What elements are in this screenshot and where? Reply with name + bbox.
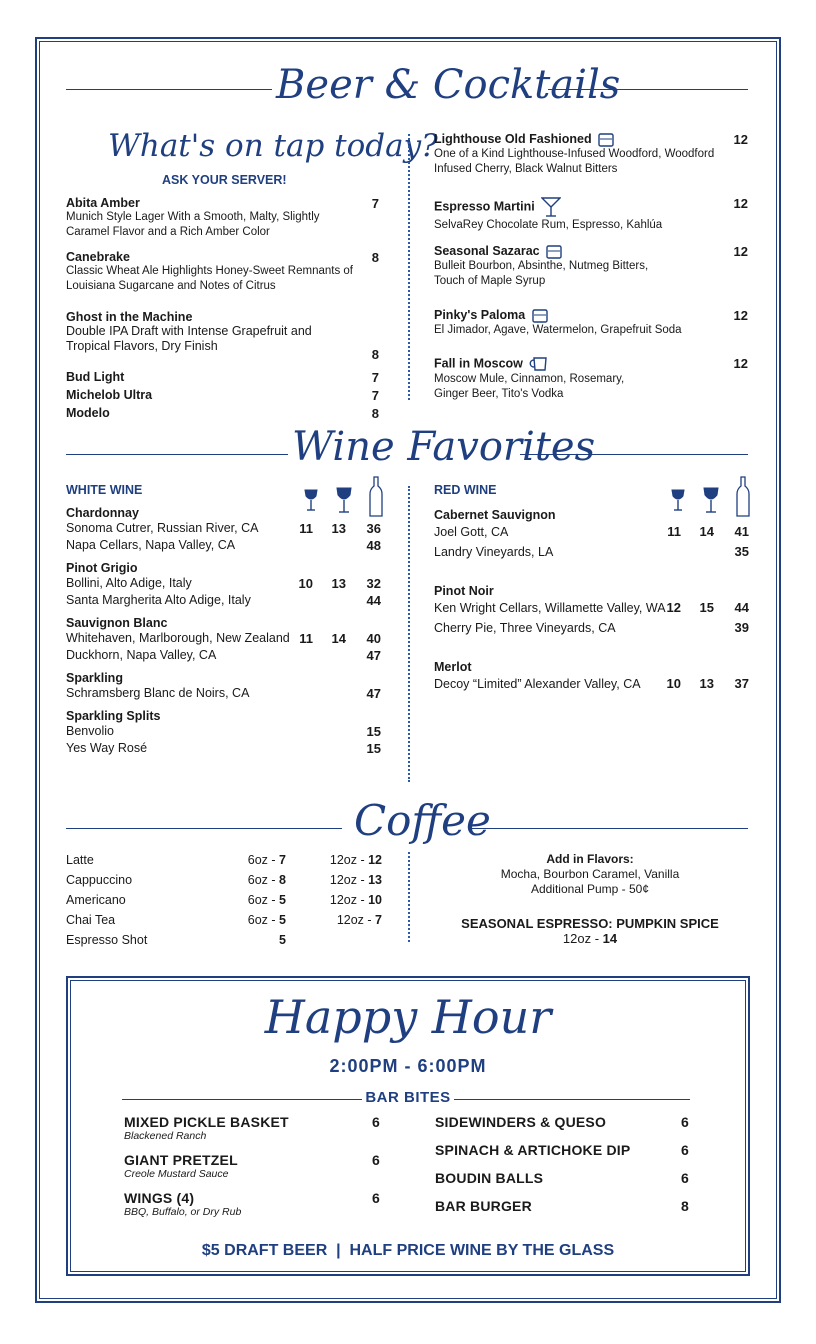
coffee-row — [66, 932, 386, 952]
list-item — [66, 370, 381, 388]
bottle-price: 40 — [366, 631, 381, 646]
divider — [66, 89, 272, 90]
item-price: 12 — [733, 244, 748, 259]
wine-row — [434, 618, 751, 638]
coffee-small-price: 5 — [279, 913, 286, 927]
glass-small-price: 11 — [667, 524, 681, 539]
item-name: Bud Light — [66, 370, 125, 384]
bar-bite-name: WINGS (4) — [124, 1190, 195, 1206]
coffee-large — [324, 912, 382, 928]
item-desc: El Jimador, Agave, Watermelon, Grapefruit Soda — [434, 323, 682, 336]
bar-bite-item — [124, 1152, 382, 1190]
wine-label: Napa Cellars, Napa Valley, CA — [66, 538, 236, 552]
beer-list — [66, 196, 381, 424]
glass-small-price: 10 — [666, 676, 681, 691]
wine-varietal: Sparkling — [66, 671, 123, 685]
martini-glass-icon — [541, 196, 561, 218]
white-wine-title: WHITE WINE — [66, 483, 143, 497]
wine-group — [434, 660, 751, 694]
white-wine-list — [66, 506, 383, 764]
bottle-price: 44 — [366, 593, 381, 608]
coffee-small — [244, 892, 286, 908]
wine-varietal: Pinot Noir — [434, 584, 494, 598]
bar-bites-right — [435, 1114, 691, 1226]
bar-bites-left — [124, 1114, 382, 1228]
item-price: 8 — [371, 406, 379, 421]
wine-row — [434, 542, 751, 562]
bar-bite-item — [435, 1114, 691, 1142]
divider — [548, 89, 748, 90]
coffee-name: Cappuccino — [66, 873, 133, 887]
bar-bite-price: 6 — [681, 1142, 689, 1158]
list-item — [434, 244, 750, 308]
item-name: Ghost in the Machine — [66, 310, 193, 324]
bottle-price: 37 — [734, 676, 749, 691]
wine-group — [66, 506, 383, 554]
bottle-price: 39 — [734, 620, 749, 635]
coffee-small — [244, 872, 286, 888]
bar-bites-title: BAR BITES — [365, 1089, 451, 1106]
bottle-price: 15 — [366, 741, 381, 756]
item-price: 7 — [371, 370, 379, 385]
red-wine-title: RED WINE — [434, 483, 497, 497]
wine-label: Bollini, Alto Adige, Italy — [66, 576, 192, 590]
bar-bite-name: BAR BURGER — [435, 1198, 532, 1214]
seasonal-price: 14 — [602, 931, 618, 946]
coffee-small — [244, 932, 286, 948]
coffee-row — [66, 912, 386, 932]
wine-varietal: Sparkling Splits — [66, 709, 161, 723]
wine-varietal: Sauvignon Blanc — [66, 616, 168, 630]
mug-icon — [529, 356, 551, 372]
coffee-small-price: 5 — [279, 933, 286, 947]
coffee-small-size: 6oz - — [247, 913, 280, 927]
bar-bite-price: 6 — [681, 1170, 689, 1186]
coffee-large-price: 7 — [375, 913, 382, 927]
rocks-glass-icon — [532, 309, 548, 323]
item-desc: Bulleit Bourbon, Absinthe, Nutmeg Bitters, Touch of Maple Syrup — [434, 259, 649, 287]
glass-large-price: 13 — [699, 676, 714, 691]
wine-varietal: Merlot — [434, 660, 472, 674]
coffee-name: Latte — [66, 853, 94, 867]
wine-label: Santa Margherita Alto Adige, Italy — [66, 593, 251, 607]
coffee-large-size: 12oz - — [329, 873, 369, 887]
wine-glass-small-icon — [672, 490, 684, 510]
wine-row — [66, 647, 383, 664]
wine-label: Landry Vineyards, LA — [434, 545, 554, 559]
list-item — [434, 356, 750, 404]
glass-small-price: 12 — [666, 600, 681, 615]
glass-large-price: 14 — [331, 631, 346, 646]
wine-label: Sonoma Cutrer, Russian River, CA — [66, 521, 259, 535]
bar-bite-name: SPINACH & ARTICHOKE DIP — [435, 1142, 631, 1158]
coffee-large-size: 12oz - — [336, 913, 376, 927]
column-divider — [408, 134, 410, 400]
flavors-list: Mocha, Bourbon Caramel, Vanilla — [500, 867, 680, 881]
glass-large-price: 15 — [699, 600, 714, 615]
item-desc: One of a Kind Lighthouse-Infused Woodford, Woodford Infused Cherry, Black Walnut Bitters — [434, 147, 715, 175]
glass-large-price: 14 — [699, 524, 714, 539]
flavors-block — [440, 852, 740, 946]
bar-bite-name: BOUDIN BALLS — [435, 1170, 544, 1186]
rocks-glass-icon — [546, 245, 562, 259]
bar-bite-item — [124, 1190, 382, 1228]
wine-group — [66, 616, 383, 664]
cocktail-list — [434, 132, 750, 404]
item-name: Fall in Moscow — [434, 356, 523, 371]
coffee-large-size: 12oz - — [329, 853, 369, 867]
bar-bite-name: MIXED PICKLE BASKET — [124, 1114, 289, 1130]
wine-row — [434, 598, 751, 618]
section-title-beer-cocktails: Beer & Cocktails — [276, 62, 621, 108]
happy-hour-specials: $5 DRAFT BEER | HALF PRICE WINE BY THE GLASS — [201, 1242, 615, 1259]
wine-varietal: Pinot Grigio — [66, 561, 138, 575]
bottle-price: 47 — [366, 648, 381, 663]
coffee-large-price: 13 — [368, 873, 382, 887]
wine-row — [66, 685, 383, 702]
bar-bite-item — [435, 1142, 691, 1170]
list-item — [66, 388, 381, 406]
glass-large-price: 13 — [331, 521, 346, 536]
list-item — [434, 132, 750, 196]
item-desc: Classic Wheat Ale Highlights Honey-Sweet Remnants of Louisiana Sugarcane and Notes of Citrus — [66, 265, 353, 292]
coffee-small-price: 5 — [279, 893, 286, 907]
divider — [66, 828, 342, 829]
coffee-name: Espresso Shot — [66, 933, 148, 947]
list-item — [434, 308, 750, 356]
wine-group — [66, 671, 383, 702]
bar-bite-name: GIANT PRETZEL — [124, 1152, 238, 1168]
rocks-glass-icon — [598, 133, 614, 147]
seasonal-size: 12oz - — [562, 931, 603, 946]
divider — [470, 828, 748, 829]
wine-label: Ken Wright Cellars, Willamette Valley, WA — [434, 601, 666, 615]
item-price: 12 — [733, 196, 748, 211]
bar-bite-item — [435, 1170, 691, 1198]
glass-small-price: 11 — [299, 521, 313, 536]
item-price: 12 — [733, 356, 748, 371]
bottle-price: 41 — [734, 524, 749, 539]
bar-bite-price: 6 — [372, 1152, 380, 1168]
bottle-price: 44 — [734, 600, 749, 615]
item-name: Pinky's Paloma — [434, 308, 526, 322]
coffee-small-size: 6oz - — [247, 893, 280, 907]
list-item — [66, 406, 381, 424]
coffee-large-price: 12 — [368, 853, 382, 867]
bar-bite-item — [124, 1114, 382, 1152]
wine-row — [434, 674, 751, 694]
wine-label: Joel Gott, CA — [434, 525, 509, 539]
wine-group — [434, 584, 751, 638]
list-item — [66, 310, 381, 370]
column-divider — [408, 486, 410, 782]
item-desc: Moscow Mule, Cinnamon, Rosemary, Ginger Beer, Tito's Vodka — [434, 373, 625, 400]
bar-bite-name: SIDEWINDERS & QUESO — [435, 1114, 607, 1130]
wine-label: Whitehaven, Marlborough, New Zealand — [66, 631, 290, 645]
item-name: Canebrake — [66, 250, 130, 264]
wine-label: Cherry Pie, Three Vineyards, CA — [434, 621, 616, 635]
coffee-name: Chai Tea — [66, 913, 116, 927]
coffee-large — [324, 892, 382, 908]
coffee-small — [244, 912, 286, 928]
ask-server-label: ASK YOUR SERVER! — [162, 173, 287, 187]
divider — [454, 1099, 690, 1100]
bar-bite-desc: Blackened Ranch — [124, 1130, 207, 1142]
item-price: 12 — [733, 132, 748, 147]
seasonal-espresso: SEASONAL ESPRESSO: PUMPKIN SPICE — [461, 916, 719, 931]
item-desc: SelvaRey Chocolate Rum, Espresso, Kahlúa — [434, 219, 663, 231]
item-price: 7 — [371, 388, 379, 403]
coffee-name: Americano — [66, 893, 126, 907]
item-price: 8 — [371, 250, 379, 265]
wine-group — [434, 508, 751, 562]
coffee-large — [324, 852, 382, 868]
item-desc: Munich Style Lager With a Smooth, Malty, Slightly Caramel Flavor and a Rich Amber Color — [66, 211, 320, 238]
wine-label: Schramsberg Blanc de Noirs, CA — [66, 686, 250, 700]
coffee-row — [66, 852, 386, 872]
wine-varietal: Chardonnay — [66, 506, 139, 520]
divider — [520, 454, 748, 455]
wine-row — [66, 740, 383, 757]
glass-large-price: 13 — [331, 576, 346, 591]
coffee-row — [66, 892, 386, 912]
item-name: Abita Amber — [66, 196, 140, 210]
bar-bite-price: 6 — [372, 1114, 380, 1130]
bottle-price: 32 — [366, 576, 381, 591]
bottle-price: 47 — [366, 686, 381, 701]
list-item — [434, 196, 750, 244]
coffee-list — [66, 852, 386, 952]
bar-bite-item — [435, 1198, 691, 1226]
item-desc: Double IPA Draft with Intense Grapefruit and Tropical Flavors, Dry Finish — [66, 324, 312, 353]
item-price: 8 — [371, 347, 379, 362]
wine-row — [434, 522, 751, 542]
flavors-title: Add in Flavors: — [546, 852, 634, 866]
wine-group — [66, 709, 383, 757]
item-price: 7 — [371, 196, 379, 211]
red-wine-list — [434, 508, 751, 716]
wine-label: Benvolio — [66, 724, 114, 738]
coffee-large-size: 12oz - — [329, 893, 369, 907]
wine-label: Duckhorn, Napa Valley, CA — [66, 648, 217, 662]
bottle-price: 36 — [366, 521, 381, 536]
bar-bite-price: 6 — [681, 1114, 689, 1130]
wine-row — [66, 592, 383, 609]
coffee-small-size: 6oz - — [247, 873, 280, 887]
glass-small-price: 10 — [298, 576, 313, 591]
bar-bite-price: 6 — [372, 1190, 380, 1206]
wine-row — [66, 520, 383, 537]
bottle-price: 35 — [734, 544, 749, 559]
wine-varietal: Cabernet Sauvignon — [434, 508, 556, 522]
happy-hour-time: 2:00PM - 6:00PM — [329, 1056, 487, 1076]
item-name: Espresso Martini — [434, 199, 535, 214]
coffee-small-size: 6oz - — [247, 853, 280, 867]
item-name: Lighthouse Old Fashioned — [434, 132, 592, 146]
item-price: 12 — [733, 308, 748, 323]
list-item — [66, 196, 381, 250]
wine-row — [66, 630, 383, 647]
bottle-price: 48 — [366, 538, 381, 553]
divider — [66, 454, 288, 455]
wine-row — [66, 537, 383, 554]
wine-group — [66, 561, 383, 609]
wine-label: Yes Way Rosé — [66, 741, 148, 755]
section-title-happy-hour: Happy Hour — [264, 990, 552, 1044]
tap-heading: What's on tap today? — [108, 128, 438, 164]
coffee-small-price: 8 — [279, 873, 286, 887]
coffee-large-price: 10 — [368, 893, 382, 907]
section-title-coffee: Coffee — [354, 796, 491, 845]
list-item — [66, 250, 381, 310]
coffee-large — [324, 872, 382, 888]
item-name: Modelo — [66, 406, 110, 420]
item-name: Seasonal Sazarac — [434, 244, 540, 258]
bar-bite-desc: Creole Mustard Sauce — [124, 1168, 229, 1180]
wine-row — [66, 575, 383, 592]
wine-label: Decoy “Limited” Alexander Valley, CA — [434, 677, 641, 691]
bar-bite-desc: BBQ, Buffalo, or Dry Rub — [124, 1206, 242, 1218]
section-title-wine: Wine Favorites — [292, 424, 596, 470]
coffee-small — [244, 852, 286, 868]
wine-row — [66, 723, 383, 740]
flavors-pump-price: Additional Pump - 50¢ — [530, 882, 650, 896]
bar-bite-price: 8 — [681, 1198, 689, 1214]
coffee-small-price: 7 — [279, 853, 286, 867]
coffee-row — [66, 872, 386, 892]
bottle-price: 15 — [366, 724, 381, 739]
column-divider — [408, 852, 410, 942]
item-name: Michelob Ultra — [66, 388, 153, 402]
glass-small-price: 11 — [299, 631, 313, 646]
